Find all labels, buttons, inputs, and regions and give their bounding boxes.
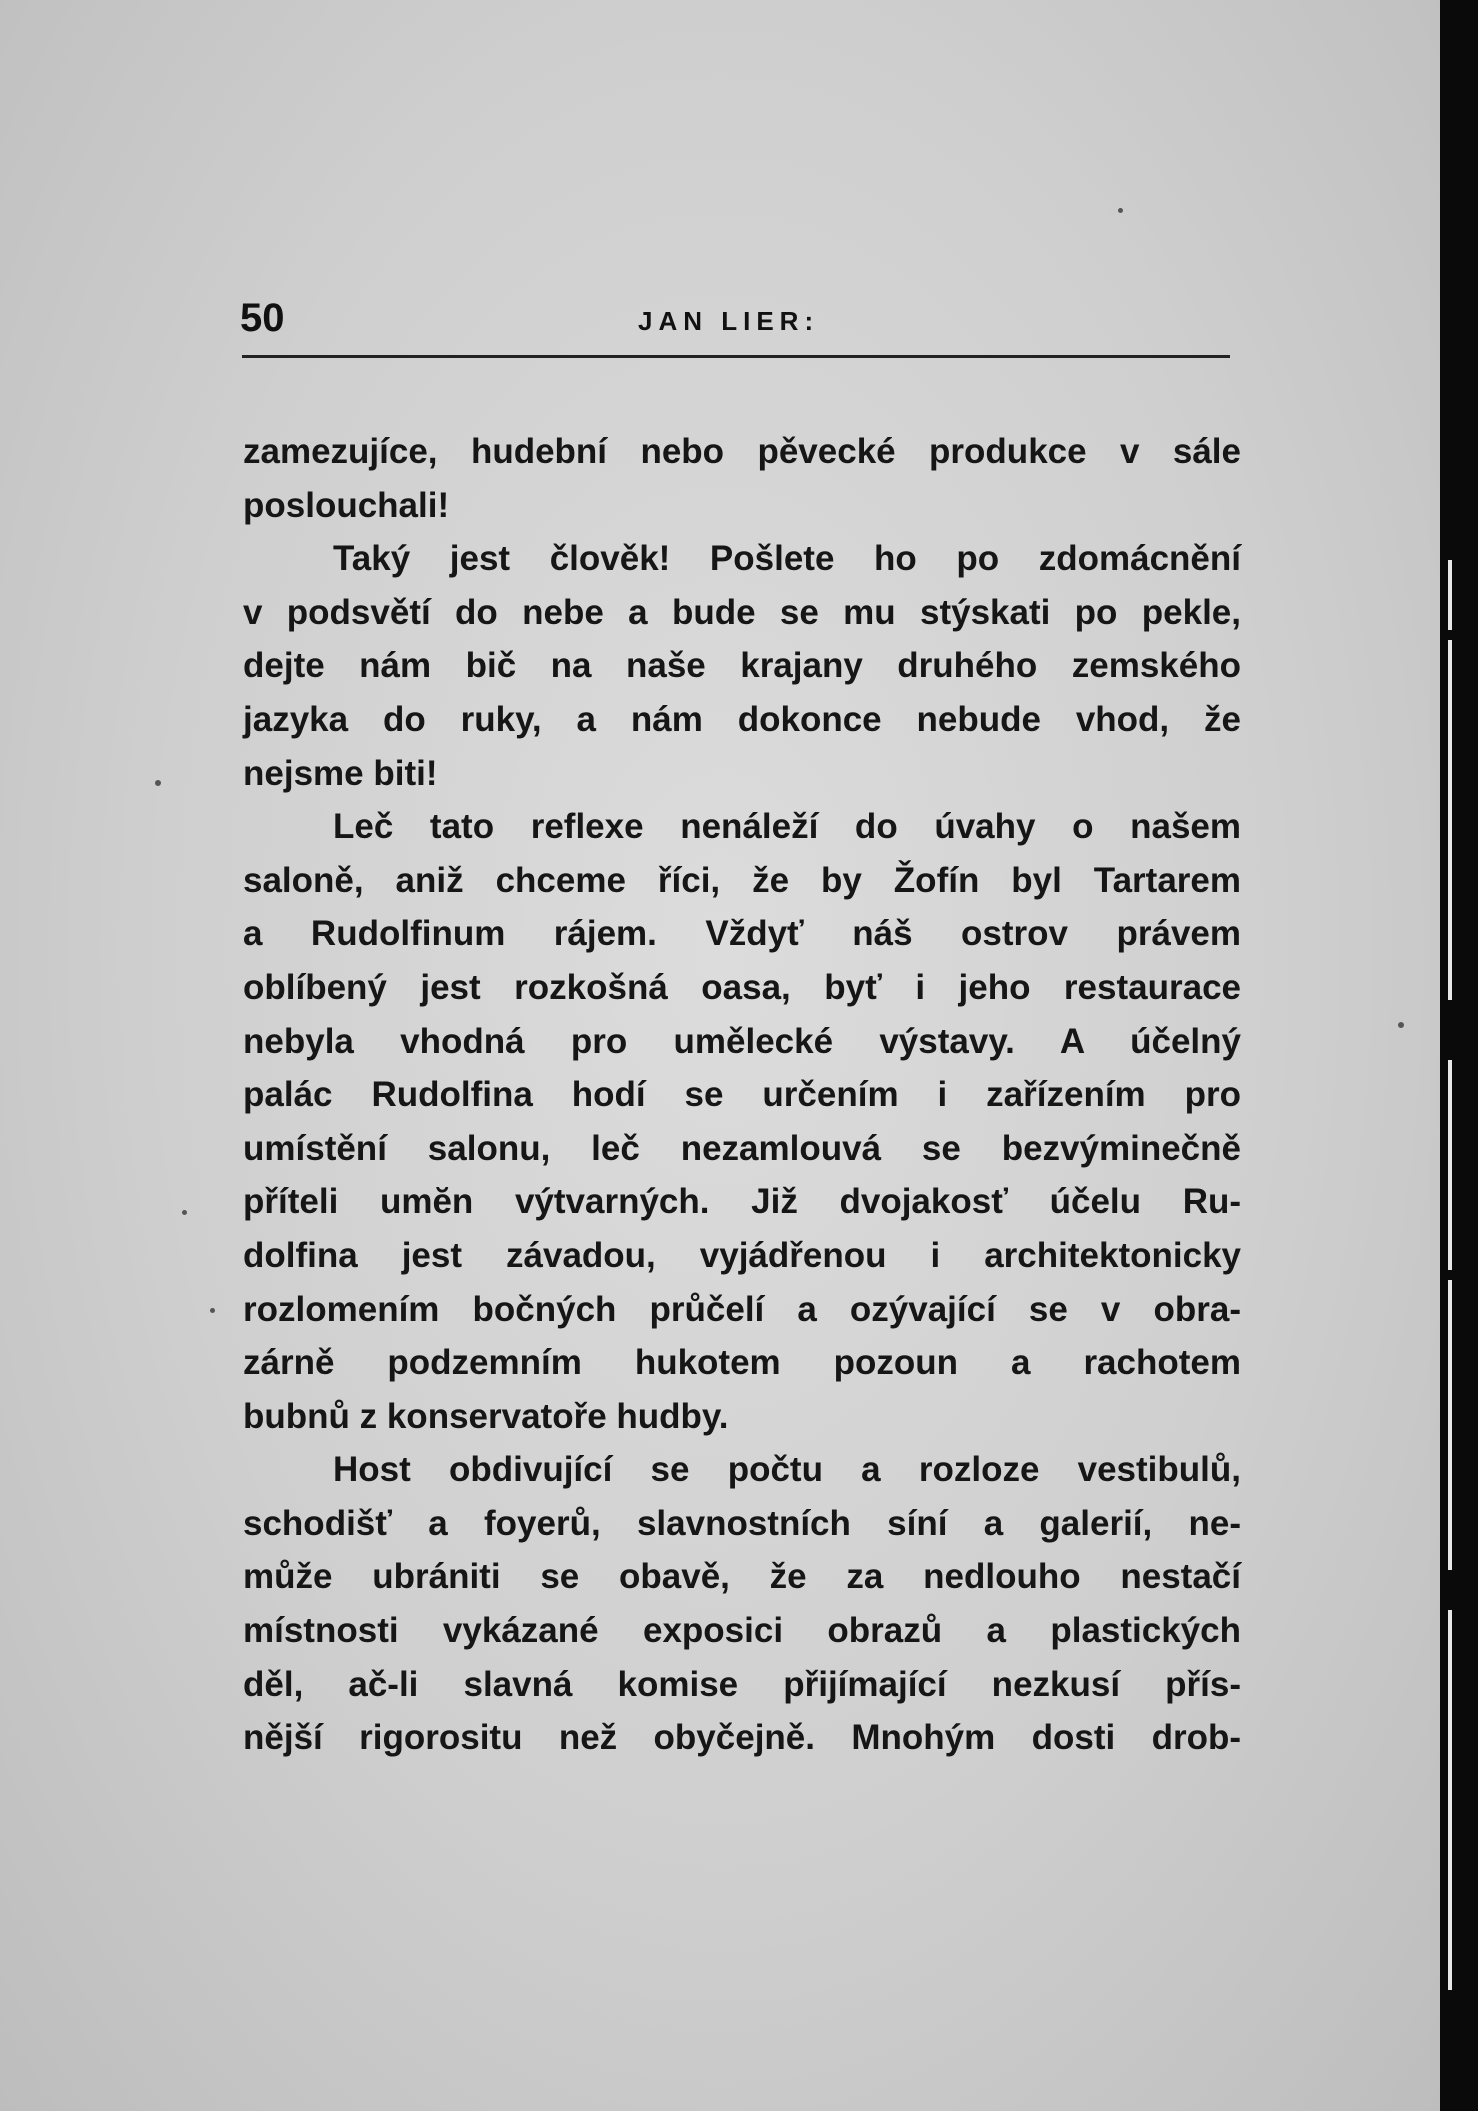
text-line: může ubrániti se obavě, že za nedlouho nestačí [243,1557,1241,1597]
text-line: dolfina jest závadou, vyjádřenou i architektonicky [243,1235,1241,1275]
edge-highlight [1448,1280,1452,1570]
text-line: zárně podzemním hukotem pozoun a rachotem [243,1343,1241,1383]
text-line: zamezujíce, hudební nebo pěvecké produkce v sále [243,432,1241,471]
text-line: jazyka do ruky, a nám dokonce nebude vhod, že [243,699,1241,739]
page-number: 50 [240,296,285,340]
text-line: bubnů z konservatoře hudby. [243,1396,729,1436]
text-line: místnosti vykázané exposici obrazů a plastických [243,1611,1241,1651]
edge-highlight [1448,1060,1452,1270]
running-head: JAN LIER: [638,306,820,336]
text-line: nebyla vhodná pro umělecké výstavy. A účelný [243,1021,1241,1061]
text-line: Taký jest člověk! Pošlete ho po zdomácnění [333,539,1241,579]
edge-highlight [1448,640,1452,1000]
text-line: oblíbený jest rozkošná oasa, byť i jeho restaurace [243,967,1241,1007]
text-line: saloně, aniž chceme říci, že by Žofín byl Tartarem [243,860,1241,900]
text-line: rozlomením bočných průčelí a ozývající se v obra- [243,1289,1241,1329]
text-line: a Rudolfinum rájem. Vždyť náš ostrov právem [243,914,1241,954]
edge-highlight [1448,560,1452,630]
book-edge [1440,0,1478,2111]
text-line: příteli umĕn výtvarných. Již dvojakosť účelu Ru- [243,1182,1241,1222]
text-line: Host obdivující se počtu a rozloze vestibulů, [333,1450,1241,1490]
scan-speck [155,780,161,786]
text-line: nější rigorositu než obyčejně. Mnohým dosti drob- [243,1718,1241,1758]
page-header [240,288,1240,348]
scan-speck [182,1210,187,1215]
text-line: schodišť a foyerů, slavnostních síní a galerií, ne- [243,1503,1241,1543]
body-text [243,425,1241,1765]
text-line: v podsvětí do nebe a bude se mu stýskati po pekle, [243,592,1241,632]
text-line: dejte nám bič na naše krajany druhého zemského [243,646,1241,686]
text-line: Leč tato reflexe nenáleží do úvahy o našem [333,807,1241,847]
text-line: děl, ač-li slavná komise přijímající nezkusí přís- [243,1664,1241,1704]
text-line: poslouchali! [243,485,450,525]
scan-speck [1398,1022,1404,1028]
header-rule [242,355,1230,358]
text-line: nejsme biti! [243,753,438,793]
text-line: umístění salonu, leč nezamlouvá se bezvýminečně [243,1128,1241,1168]
scan-speck [210,1308,215,1313]
scan-speck [1118,208,1123,213]
text-line: palác Rudolfina hodí se určením i zařízením pro [243,1075,1241,1115]
edge-highlight [1448,1610,1452,1990]
